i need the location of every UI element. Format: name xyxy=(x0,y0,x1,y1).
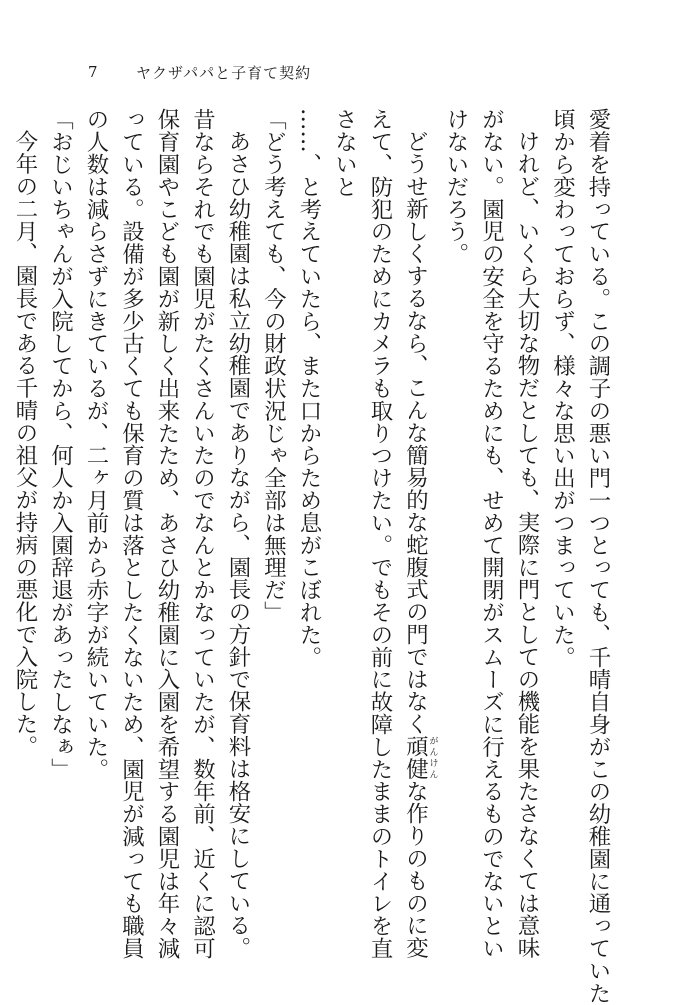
page-header xyxy=(88,58,311,86)
ruby-word: 頑健 がんけん xyxy=(402,735,438,781)
paragraph-6 xyxy=(78,108,256,964)
paragraph-text: けれど、いくら大切な物だとしても、実際に門としての機能を果たさなくては意味がない。園児の安全を守るためにも、せめて開閉がスムーズに行えるものでないといけないだろう。 xyxy=(443,108,540,960)
body-text xyxy=(7,108,616,1004)
text-line: 愛着を持っている。この調子の悪い門一つとっても、千晴自身がこの幼稚園に通っていた xyxy=(585,108,611,1004)
paragraph-8 xyxy=(7,108,43,964)
text-line: ……、と考えていたら、また口からため息がこぼれた。 xyxy=(296,108,322,668)
ruby-reading: がんけん xyxy=(427,735,438,780)
book-title: ヤクザパパと子育て契約 xyxy=(136,63,312,82)
paragraph-text: どうせ新しくするなら、こんな簡易的な蛇腹式の門ではなく xyxy=(402,130,429,736)
paragraph-1 xyxy=(544,108,615,1004)
text-line: 「おじいちゃんが入院してから、何人か入園辞退があったしなぁ」 xyxy=(47,108,74,780)
paragraph-2 xyxy=(438,108,545,964)
text-line: 頃から変わっておらず、様々な思い出がつまっていた。 xyxy=(549,108,576,668)
page-number: 7 xyxy=(88,63,98,81)
dialogue-2 xyxy=(42,108,78,964)
paragraph-4 xyxy=(291,108,327,964)
paragraph-text: 今年の二月、園長である千晴の祖父が持病の悪化で入院した。 xyxy=(12,130,38,758)
paragraph-3 xyxy=(326,108,438,964)
dialogue-1 xyxy=(255,108,291,964)
paragraph-text: な作りのものに変えて、防犯のためにカメラも取りつけたい。でもその前に故障したままのトイレを直さないと xyxy=(331,108,429,960)
paragraph-text: あさひ幼稚園は私立幼稚園でありながら、園長の方針で保育料は格安にしている。昔ならそれでも園児がたくさんいたのでなんとかなっていたが、数年前、近くに認可保育園やこども園が新しく出来たため、あさひ幼稚園に入園を希望する園児は年々減っている。設備が多少古くても保育の質は落としたくないため、園児が減っても職員の人数は減らさずにきているが、二ヶ月前から赤字が続いていた。 xyxy=(83,108,251,960)
text-line: 「どう考えても、今の財政状況じゃ全部は無理だ」 xyxy=(260,108,287,624)
